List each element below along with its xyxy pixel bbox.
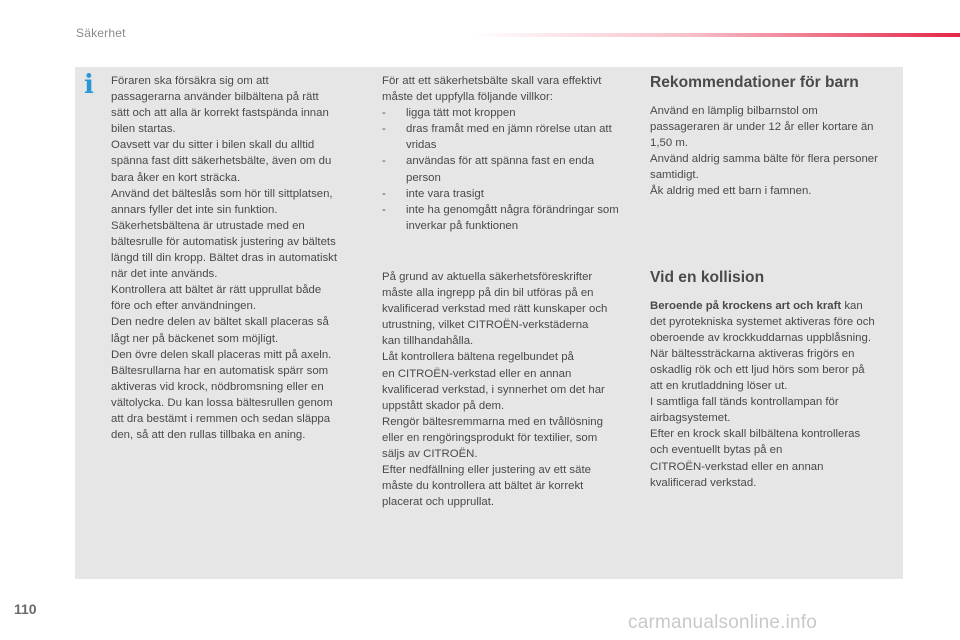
children-line: Åk aldrig med ett barn i famnen. <box>650 185 812 198</box>
maintenance-line: kvalificerad verkstad med rätt kunskaper och <box>382 303 608 316</box>
conditions-intro-line: För att ett säkerhetsbälte skall vara effektivt <box>382 75 602 87</box>
collision-line: När bältessträckarna aktiveras frigörs en <box>650 347 855 360</box>
condition-item: - inte ha genomgått några förändringar som inverkar på funktionen <box>382 202 632 234</box>
info-line: Den nedre delen av bältet skall placeras så <box>111 316 329 329</box>
info-icon: i <box>84 70 94 100</box>
collision-line: I samtliga fall tänds kontrollampan för <box>650 396 839 409</box>
children-line: Använd en lämplig bilbarnstol om <box>650 105 818 117</box>
page-number: 110 <box>14 601 37 617</box>
maintenance-line: Låt kontrollera bältena regelbundet på <box>382 351 574 364</box>
info-line: när det inte används. <box>111 268 218 281</box>
info-line: Kontrollera att bältet är rätt upprullat både <box>111 284 322 297</box>
section-title: Säkerhet <box>76 26 126 40</box>
info-line: Föraren ska försäkra sig om att <box>111 75 269 87</box>
conditions-column <box>382 73 632 510</box>
info-column <box>111 73 351 443</box>
children-line: Använd aldrig samma bälte för flera personer <box>650 153 878 166</box>
maintenance-line: måste alla ingrepp på din bil utföras på en <box>382 287 594 300</box>
collision-first-line <box>650 298 902 314</box>
info-line: Använd det bälteslås som hör till sittplatsen, <box>111 187 333 200</box>
info-line: Säkerhetsbältena är utrustade med en <box>111 219 305 232</box>
maintenance-line: utrustning, vilket CITROËN-verkstäderna <box>382 319 589 332</box>
info-line: att dra bestämt i remmen och sedan släppa <box>111 412 331 425</box>
maintenance-line: kvalificerad verkstad, i synnerhet om det har <box>382 383 605 396</box>
maintenance-line: eller en rengöringsprodukt för textilier, som <box>382 431 598 444</box>
condition-item: - inte vara trasigt <box>382 186 632 202</box>
collision-line: det pyrotekniska systemet aktiveras före och <box>650 315 875 328</box>
children-line: passageraren är under 12 år eller kortare än <box>650 121 874 134</box>
info-line: bilen startas. <box>111 123 176 136</box>
collision-heading: Vid en kollision <box>650 268 765 286</box>
info-line: längd till din kropp. Bältet dras in automatiskt <box>111 252 338 265</box>
maintenance-line: Rengör bältesremmarna med en tvållösning <box>382 415 603 428</box>
collision-line: airbagsystemet. <box>650 412 731 425</box>
info-line: annars fyller det inte sin funktion. <box>111 203 278 216</box>
collision-line: CITROËN-verkstad eller en annan <box>650 460 824 473</box>
info-line: lågt ner på bäckenet som möjligt. <box>111 332 279 345</box>
header-accent-bar <box>470 33 960 37</box>
collision-line: kvalificerad verkstad. <box>650 476 757 489</box>
info-line: bältesrulle för automatisk justering av bältets <box>111 235 336 248</box>
info-line: före och efter användningen. <box>111 300 257 313</box>
info-line: vältolycka. Du kan lossa bältesrullen genom <box>111 396 333 409</box>
children-line: samtidigt. <box>650 169 699 182</box>
info-line: passagerarna använder bilbältena på rätt <box>111 91 319 104</box>
collision-line: oskadlig rök och ett ljud hörs som beror på <box>650 363 865 376</box>
maintenance-paragraph <box>382 269 632 510</box>
maintenance-line: måste du kontrollera att bältet är korrekt <box>382 480 584 493</box>
collision-lead-rest: kan <box>841 299 863 312</box>
condition-item: - ligga tätt mot kroppen <box>382 105 632 121</box>
collision-line: Efter en krock skall bilbältena kontrolleras <box>650 428 861 441</box>
info-line: sätt och att alla är korrekt fastspända innan <box>111 107 329 120</box>
collision-line: att en krutladdning löser ut. <box>650 380 788 393</box>
children-line: 1,50 m. <box>650 137 688 150</box>
maintenance-line: Efter nedfällning eller justering av ett säte <box>382 464 591 477</box>
info-line: Oavsett var du sitter i bilen skall du alltid <box>111 139 315 152</box>
maintenance-line: säljs av CITROËN. <box>382 447 478 460</box>
maintenance-line: en CITROËN-verkstad eller en annan <box>382 367 572 380</box>
info-line: spänna fast ditt säkerhetsbälte, även om du <box>111 155 332 168</box>
children-heading: Rekommendationer för barn <box>650 74 859 91</box>
collision-line: oberoende av krockkuddarnas uppblåsning. <box>650 331 872 344</box>
collision-line: och eventuellt bytas på en <box>650 444 783 457</box>
conditions-list <box>382 105 632 234</box>
collision-lead-bold: Beroende på krockens art och kraft <box>650 299 842 312</box>
info-line: Den övre delen skall placeras mitt på axeln. <box>111 348 332 361</box>
condition-item: - dras framåt med en jämn rörelse utan att vridas <box>382 121 632 153</box>
info-line: Bältesrullarna har en automatisk spärr som <box>111 364 329 377</box>
info-line: den, så att den rullas tillbaka en aning. <box>111 429 306 442</box>
maintenance-line: kan tillhandahålla. <box>382 335 474 348</box>
info-line: aktiveras vid krock, nödbromsning eller en <box>111 380 324 393</box>
info-line: bara åker en kort sträcka. <box>111 171 241 184</box>
conditions-intro-line: måste det uppfylla följande villkor: <box>382 91 553 104</box>
condition-item: - användas för att spänna fast en enda person <box>382 153 632 185</box>
watermark: carmanualsonline.info <box>628 612 818 633</box>
maintenance-line: uppstått skador på dem. <box>382 399 505 412</box>
maintenance-line: placerat och upprullat. <box>382 496 495 509</box>
recommendations-column <box>650 73 902 491</box>
maintenance-line: På grund av aktuella säkerhetsföreskrifter <box>382 270 593 283</box>
